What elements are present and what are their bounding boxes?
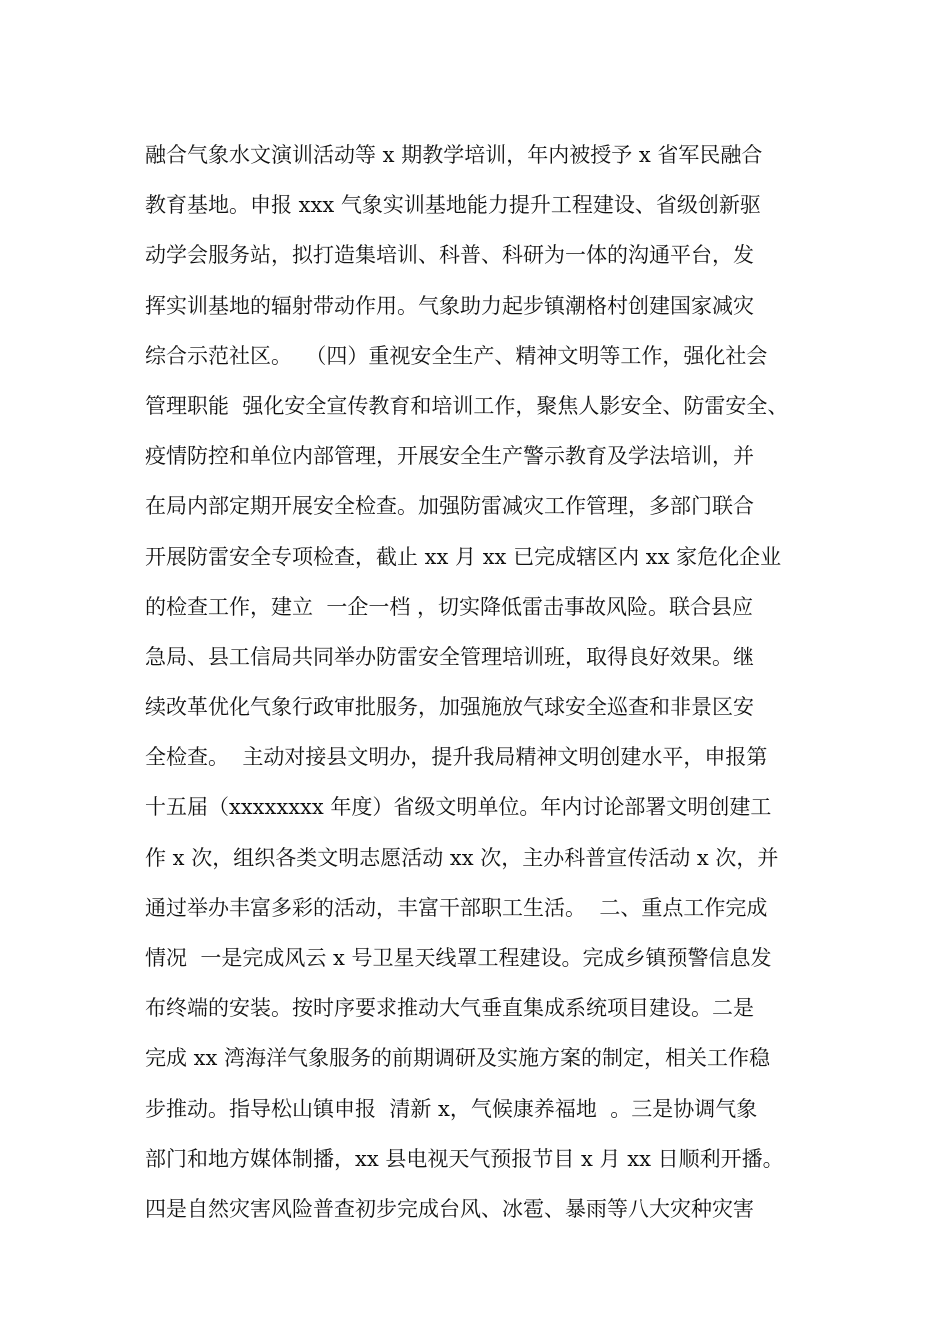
body-text bbox=[145, 130, 815, 1234]
text-line: 动学会服务站，拟打造集培训、科普、科研为一体的沟通平台，发 bbox=[145, 243, 754, 268]
text-line: 综合示范社区。 （四）重视安全生产、精神文明等工作，强化社会 bbox=[145, 343, 768, 368]
text-line: 部门和地方媒体制播，xx 县电视天气预报节目 x 月 xx 日顺利开播。 bbox=[145, 1146, 784, 1171]
text-line: 作 x 次，组织各类文明志愿活动 xx 次，主办科普宣传活动 x 次，并 bbox=[145, 845, 779, 870]
text-line: 十五届（xxxxxxxx 年度）省级文明单位。年内讨论部署文明创建工 bbox=[145, 795, 772, 820]
text-line: 管理职能 强化安全宣传教育和培训工作，聚焦人影安全、防雷安全、 bbox=[145, 393, 789, 418]
text-line: 急局、县工信局共同举办防雷安全管理培训班，取得良好效果。继 bbox=[145, 644, 754, 669]
text-line: 全检查。 主动对接县文明办，提升我局精神文明创建水平，申报第 bbox=[145, 745, 768, 770]
text-line: 疫情防控和单位内部管理，开展安全生产警示教育及学法培训，并 bbox=[145, 444, 754, 469]
text-line: 融合气象水文演训活动等 x 期教学培训，年内被授予 x 省军民融合 bbox=[145, 143, 763, 167]
text-line: 四是自然灾害风险普查初步完成台风、冰雹、暴雨等八大灾种灾害 bbox=[145, 1196, 754, 1221]
text-line: 教育基地。申报 xxx 气象实训基地能力提升工程建设、省级创新驱 bbox=[145, 193, 761, 218]
text-line: 布终端的安装。按时序要求推动大气垂直集成系统项目建设。二是 bbox=[145, 996, 754, 1021]
text-line: 的检查工作，建立 一企一档 ，切实降低雷击事故风险。联合县应 bbox=[145, 594, 754, 619]
text-line: 续改革优化气象行政审批服务，加强施放气球安全巡查和非景区安 bbox=[145, 695, 754, 720]
text-line: 挥实训基地的辐射带动作用。气象助力起步镇潮格村创建国家减灾 bbox=[145, 293, 754, 318]
text-line: 在局内部定期开展安全检查。加强防雷减灾工作管理，多部门联合 bbox=[145, 494, 754, 519]
text-line: 通过举办丰富多彩的活动，丰富干部职工生活。 二、重点工作完成 bbox=[145, 895, 768, 920]
text-line: 步推动。指导松山镇申报 清新 x，气候康养福地 。三是协调气象 bbox=[145, 1096, 758, 1121]
text-line: 情况 一是完成风云 x 号卫星天线罩工程建设。完成乡镇预警信息发 bbox=[145, 946, 772, 970]
text-line: 开展防雷安全专项检查，截止 xx 月 xx 已完成辖区内 xx 家危化企业 bbox=[145, 544, 782, 569]
text-line: 完成 xx 湾海洋气象服务的前期调研及实施方案的制定，相关工作稳 bbox=[145, 1046, 771, 1071]
